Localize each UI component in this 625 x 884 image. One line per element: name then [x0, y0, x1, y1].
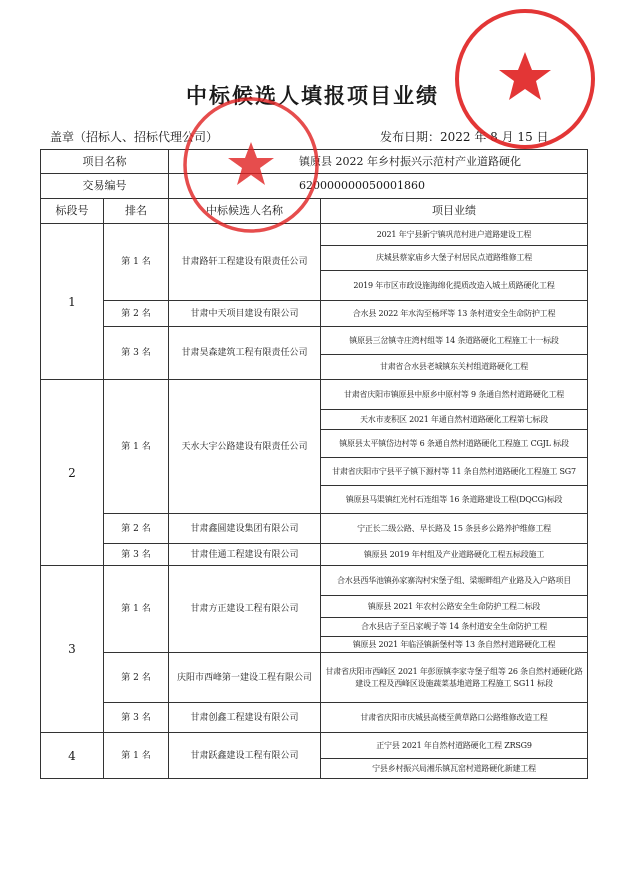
table-row	[41, 566, 588, 596]
project-item: 合水县店子至吕家岘子等 14 条村道安全生命防护工程	[321, 618, 588, 637]
table-row	[41, 301, 588, 327]
rank-cell: 第 3 名	[104, 703, 169, 733]
candidate-name: 甘肃路轩工程建设有限责任公司	[169, 224, 321, 301]
header-candidate: 中标候选人名称	[169, 199, 321, 224]
project-item: 镇原县三岔镇寺庄湾村组等 14 条道路硬化工程施工十一标段	[321, 327, 588, 355]
rank-cell: 第 2 名	[104, 301, 169, 327]
project-name: 镇原县 2022 年乡村振兴示范村产业道路硬化	[169, 150, 588, 174]
project-item: 镇原县马渠镇红光村石连组等 16 条道路建设工程(DQCG)标段	[321, 486, 588, 514]
seal-consulting-company	[450, 4, 600, 154]
project-item: 甘肃省庆阳市庆城县高楼至黄草路口公路维修改造工程	[321, 703, 588, 733]
project-item: 镇原县 2021 年农村公路安全生命防护工程二标段	[321, 596, 588, 618]
table-row	[41, 544, 588, 566]
rank-cell: 第 3 名	[104, 327, 169, 380]
project-name-label: 项目名称	[41, 150, 169, 174]
project-item: 镇原县太平镇岱边村等 6 条通自然村道路硬化工程施工 CGJL 标段	[321, 430, 588, 458]
candidate-name: 庆阳市西峰第一建设工程有限公司	[169, 653, 321, 703]
candidate-name: 甘肃佳通工程建设有限公司	[169, 544, 321, 566]
candidate-name: 甘肃创鑫工程建设有限公司	[169, 703, 321, 733]
trade-no: 620000000050001860	[169, 174, 588, 199]
table-row	[41, 380, 588, 410]
rank-cell: 第 1 名	[104, 224, 169, 301]
project-item: 宁正长二级公路、早长路及 15 条县乡公路养护维修工程	[321, 514, 588, 544]
tenderee-label: 盖章（招标人、招标代理公司）	[50, 130, 219, 144]
candidate-name: 甘肃中天项目建设有限公司	[169, 301, 321, 327]
rank-cell: 第 3 名	[104, 544, 169, 566]
section-number: 3	[41, 566, 104, 733]
results-table	[40, 149, 588, 779]
rank-cell: 第 1 名	[104, 733, 169, 779]
project-item: 正宁县 2021 年自然村道路硬化工程 ZRSG9	[321, 733, 588, 759]
project-item: 合水县西华池镇孙家寨沟村宋堡子组、梁塬畔组产业路及入户路项目	[321, 566, 588, 596]
trade-no-label: 交易编号	[41, 174, 169, 199]
candidate-name: 甘肃昊森建筑工程有限责任公司	[169, 327, 321, 380]
candidate-name: 甘肃方正建设工程有限公司	[169, 566, 321, 653]
rank-cell: 第 2 名	[104, 653, 169, 703]
project-item: 合水县 2022 年水沟至杨坪等 13 条村道安全生命防护工程	[321, 301, 588, 327]
rank-cell: 第 2 名	[104, 514, 169, 544]
publish-date: 发布日期：2022 年 8 月 15 日	[380, 130, 549, 144]
candidate-name: 天水大宇公路建设有限责任公司	[169, 380, 321, 514]
rank-cell: 第 1 名	[104, 380, 169, 514]
project-item: 甘肃省庆阳市镇原县中原乡中原村等 9 条通自然村道路硬化工程	[321, 380, 588, 410]
project-item: 镇原县 2019 年村组及产业道路硬化工程五标段施工	[321, 544, 588, 566]
page-title: 中标候选人填报项目业绩	[186, 83, 439, 108]
section-number: 2	[41, 380, 104, 566]
project-item: 甘肃省庆阳市西峰区 2021 年彭原镇李家寺堡子组等 26 条自然村通硬化路建设工程及西峰区设施蔬菜基地道路工程施工 SG11 标段	[321, 653, 588, 703]
project-item: 庆城县蔡家庙乡大堡子村居民点道路维修工程	[321, 246, 588, 271]
project-item: 宁县乡村振兴局湘乐镇瓦窑村道路硬化新建工程	[321, 759, 588, 779]
table-row	[41, 327, 588, 355]
candidate-name: 甘肃鑫圆建设集团有限公司	[169, 514, 321, 544]
section-number: 1	[41, 224, 104, 380]
project-item: 镇原县 2021 年临泾镇新堡村等 13 条自然村道路硬化工程	[321, 637, 588, 653]
project-item: 甘肃省庆阳市宁县平子镇下源村等 11 条自然村道路硬化工程施工 SG7	[321, 458, 588, 486]
rank-cell: 第 1 名	[104, 566, 169, 653]
header-section: 标段号	[41, 199, 104, 224]
table-row	[41, 733, 588, 759]
header-rank: 排名	[104, 199, 169, 224]
project-item: 天水市麦积区 2021 年通自然村道路硬化工程第七标段	[321, 410, 588, 430]
table-row	[41, 514, 588, 544]
project-item: 2019 年市区市政设施海绵化提质改造入城土质路硬化工程	[321, 271, 588, 301]
section-number: 4	[41, 733, 104, 779]
header-projects: 项目业绩	[321, 199, 588, 224]
table-row	[41, 703, 588, 733]
candidate-name: 甘肃跃鑫建设工程有限公司	[169, 733, 321, 779]
table-row	[41, 653, 588, 703]
project-item: 2021 年宁县新宁镇巩范村进户道路建设工程	[321, 224, 588, 246]
project-item: 甘肃省合水县老城镇东关村组道路硬化工程	[321, 355, 588, 380]
seal-rural-revitalization	[176, 90, 326, 240]
